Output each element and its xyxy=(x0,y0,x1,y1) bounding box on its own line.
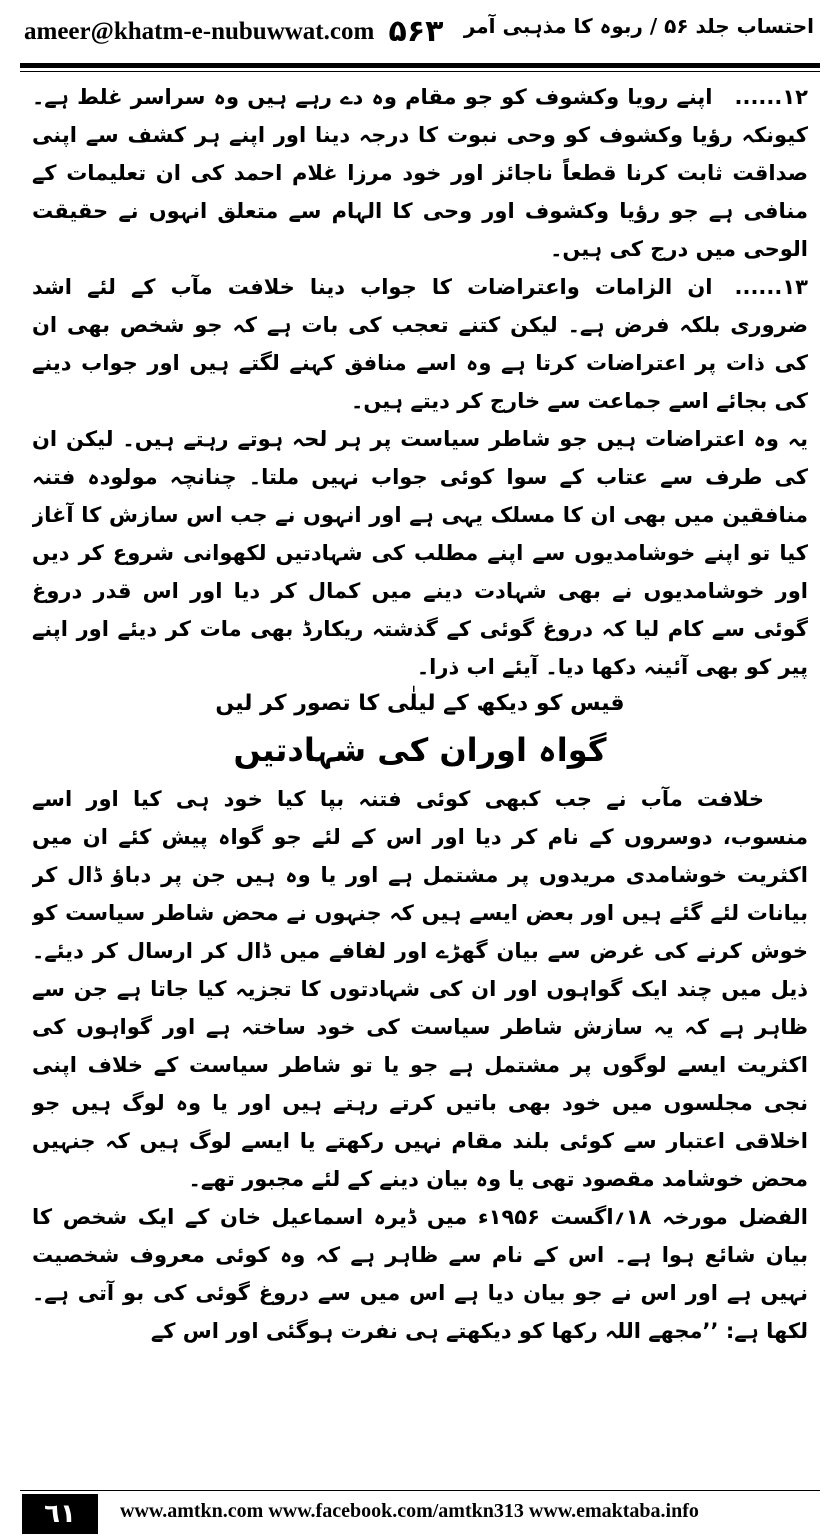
paragraph-witnesses: خلافت مآب نے جب کبھی کوئی فتنہ بپا کیا خود ہی کیا اور اسے منسوب، دوسروں کے نام کر دیا اور اس کے لئے جو گواہ پیش کئے ان میں اکثریت خوشامدی مریدوں پر مشتمل ہے اور یا وہ ہیں جن پر دباؤ ڈال کر بیانات لئے گئے ہیں اور بعض ایسے ہیں کہ جنہوں نے محض شاطر سیاست کو خوش کرنے کی غرض سے بیان گھڑے اور لفافے میں ڈال کر ارسال کر دیئے۔ ذیل میں چند ایک گواہوں اور ان کی شہادتوں کا تجزیہ کیا جاتا ہے جن سے ظاہر ہے کہ یہ سازش شاطر سیاست کی خود ساختہ ہے اور گواہوں کی اکثریت ایسے لوگوں پر مشتمل ہے جو یا تو شاطر سیاست کے خلاف اپنی نجی مجلسوں میں خود بھی باتیں کرتے رہتے ہیں اور یا وہ لوگ ہیں جو اخلاقی اعتبار سے کوئی بلند مقام نہیں رکھتے یا ایسے لوگ ہیں کہ جنہیں محض خوشامد مقصود تھی یا وہ بیان دینے کے لئے مجبور تھے۔ xyxy=(32,787,808,1191)
header-email: ameer@khatm-e-nubuwwat.com xyxy=(24,18,375,45)
section-heading: گواہ اوران کی شہادتیں xyxy=(233,731,607,769)
paragraph-number: ۱۳...... xyxy=(734,275,808,299)
paragraph-12 xyxy=(32,78,808,268)
header-page-number: ۵۶۳ xyxy=(388,14,444,49)
header-rule-thin xyxy=(20,71,820,72)
footer-page-number: ٦١ xyxy=(22,1494,98,1534)
paragraph-alfazl: الفضل مورخہ ۱۸؍اگست ۱۹۵۶ء میں ڈیرہ اسماعیل خان کے ایک شخص کا بیان شائع ہوا ہے۔ اس کے نام سے ظاہر ہے کہ وہ کوئی معروف شخصیت نہیں ہے اور اس نے جو بیان دیا ہے اس میں سے دروغ گوئی کی بو آتی ہے۔ لکھا ہے: ’’مجھے اللہ رکھا کو دیکھتے ہی نفرت ہوگئی اور اس کے xyxy=(32,1205,808,1343)
page-header xyxy=(20,0,820,62)
paragraph-objections: یہ وہ اعتراضات ہیں جو شاطر سیاست پر ہر لحہ ہوتے رہتے ہیں۔ لیکن ان کی طرف سے عتاب کے سوا کوئی جواب نہیں ملتا۔ چنانچہ مولودہ فتنہ منافقین میں بھی ان کا مسلک یہی ہے اور انہوں نے جب اس سازش کا آغاز کیا تو اپنے خوشامدیوں سے اپنے مطلب کی شہادتیں لکھوانی شروع کر دیں اور خوشامدیوں نے بھی شہادت دینے میں کمال کر دیا اور اس قدر دروغ گوئی سے کام لیا کہ دروغ گوئی کے گذشتہ ریکارڈ بھی مات کر دیئے اور اپنے پیر کو بھی آئینہ دکھا دیا۔ آیئے اب ذرا۔ xyxy=(32,427,808,679)
paragraph-number: ۱۲...... xyxy=(734,85,808,109)
footer-links: www.amtkn.com www.facebook.com/amtkn313 www.emaktaba.info xyxy=(120,1500,699,1522)
header-left xyxy=(24,14,443,49)
paragraph-13 xyxy=(32,268,808,420)
couplet-verse: قیس کو دیکھ کے لیلٰی کا تصور کر لیں xyxy=(215,691,625,716)
paragraph-text: اپنے رویا وکشوف کو جو مقام وہ دے رہے ہیں وہ سراسر غلط ہے۔ کیونکہ رؤیا وکشوف کو وحی نبوت کا درجہ دینا اور اپنے ہر کشف سے اپنی صداقت ثابت کرنا قطعاً ناجائز اور خود مرزا غلام احمد کی ان تعلیمات کے منافی ہے جو رؤیا وکشوف اور وحی کا الہام سے متعلق انہوں نے حقیقت الوحی میں درج کی ہیں۔ xyxy=(32,85,808,261)
footer-rule xyxy=(20,1490,820,1491)
header-rule-thick xyxy=(20,63,820,68)
page-body xyxy=(32,78,808,1478)
header-book-title: احتساب جلد ۵۶ / ربوہ کا مذہبی آمر xyxy=(463,14,814,38)
paragraph-text: ان الزامات واعتراضات کا جواب دینا خلافت مآب کے لئے اشد ضروری بلکہ فرض ہے۔ لیکن کتنے تعجب کی بات ہے کہ جو شخص بھی ان کی ذات پر اعتراضات کرتا ہے وہ اسے منافق کہنے لگتے ہیں اور جواب دینے کی بجائے اسے جماعت سے خارج کر دیتے ہیں۔ xyxy=(32,275,808,413)
